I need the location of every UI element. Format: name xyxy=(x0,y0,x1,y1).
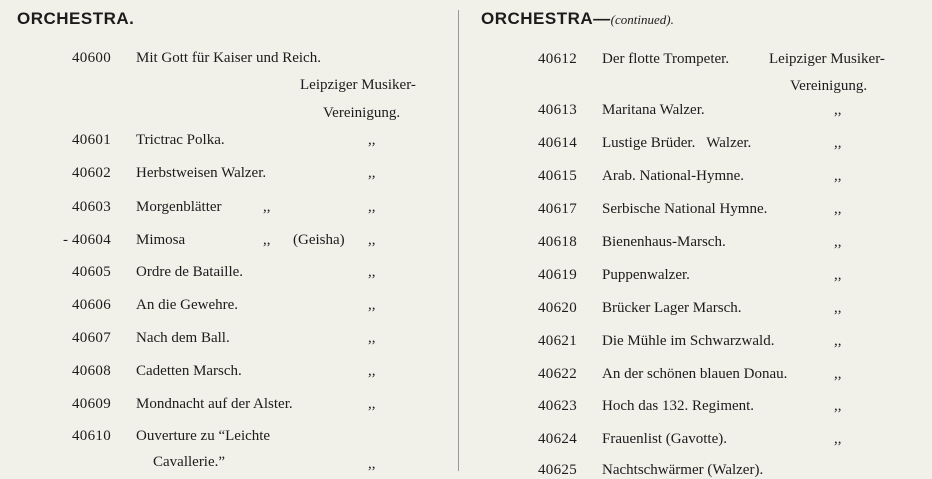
record-number: 40610 xyxy=(72,428,111,444)
record-title: Mimosa xyxy=(136,232,186,248)
ditto-mark: ,, xyxy=(834,135,842,151)
record-performer-cont: Vereinigung. xyxy=(790,78,868,94)
leader-mark: - xyxy=(63,232,68,248)
ditto-mark: ,, xyxy=(368,165,376,181)
inner-ditto-mark: ,, xyxy=(263,232,271,248)
ditto-mark: ,, xyxy=(834,398,842,414)
record-title: Die Mühle im Schwarzwald. xyxy=(602,333,775,349)
ditto-mark: ,, xyxy=(368,199,376,215)
record-title: An die Gewehre. xyxy=(136,297,239,313)
record-number: 40607 xyxy=(72,330,111,346)
record-performer-cont: Vereinigung. xyxy=(323,105,401,121)
record-number: 40603 xyxy=(72,199,111,215)
record-title: Ouverture zu “Leichte xyxy=(136,428,271,444)
ditto-mark: ,, xyxy=(368,363,376,379)
record-number: 40614 xyxy=(538,135,577,151)
ditto-mark: ,, xyxy=(368,297,376,313)
record-title: Herbstweisen Walzer. xyxy=(136,165,267,181)
record-note: (Geisha) xyxy=(293,232,345,248)
record-title: Der flotte Trompeter. xyxy=(602,51,730,67)
record-number: 40617 xyxy=(538,201,577,217)
record-number: 40624 xyxy=(538,431,577,447)
record-number: 40623 xyxy=(538,398,577,414)
ditto-mark: ,, xyxy=(368,396,376,412)
ditto-mark: ,, xyxy=(834,201,842,217)
record-number: 40608 xyxy=(72,363,111,379)
right-heading-continued: (continued). xyxy=(610,12,674,27)
record-title: Hoch das 132. Regiment. xyxy=(602,398,755,414)
record-title: Lustige Brüder. Walzer. xyxy=(602,135,752,151)
ditto-mark: ,, xyxy=(834,168,842,184)
record-title-cont: Cavallerie.” xyxy=(153,454,226,470)
record-number: 40612 xyxy=(538,51,577,67)
record-number: 40605 xyxy=(72,264,111,280)
record-number: 40622 xyxy=(538,366,577,382)
ditto-mark: ,, xyxy=(368,456,376,472)
right-heading-main: ORCHESTRA— xyxy=(481,9,611,28)
column-divider xyxy=(458,10,459,471)
record-title: Serbische National Hymne. xyxy=(602,201,768,217)
record-performer: Leipziger Musiker- xyxy=(769,51,885,67)
record-number: 40625 xyxy=(538,462,577,478)
record-title: Puppenwalzer. xyxy=(602,267,690,283)
right-column-heading xyxy=(481,9,674,29)
record-title: An der schönen blauen Donau. xyxy=(602,366,788,382)
record-title: Maritana Walzer. xyxy=(602,102,705,118)
record-number: 40619 xyxy=(538,267,577,283)
record-title: Bienenhaus-Marsch. xyxy=(602,234,726,250)
record-title: Nachtschwärmer (Walzer). xyxy=(602,462,764,478)
record-number: 40620 xyxy=(538,300,577,316)
record-number: 40615 xyxy=(538,168,577,184)
ditto-mark: ,, xyxy=(368,264,376,280)
record-number: 40618 xyxy=(538,234,577,250)
record-number: 40604 xyxy=(72,232,111,248)
record-number: 40600 xyxy=(72,50,111,66)
ditto-mark: ,, xyxy=(368,232,376,248)
ditto-mark: ,, xyxy=(834,300,842,316)
record-title: Frauenlist (Gavotte). xyxy=(602,431,727,447)
record-number: 40606 xyxy=(72,297,111,313)
record-title: Arab. National-Hymne. xyxy=(602,168,745,184)
record-title: Brücker Lager Marsch. xyxy=(602,300,742,316)
ditto-mark: ,, xyxy=(368,330,376,346)
inner-ditto-mark: ,, xyxy=(263,199,271,215)
ditto-mark: ,, xyxy=(834,102,842,118)
record-number: 40601 xyxy=(72,132,111,148)
record-title: Mit Gott für Kaiser und Reich. xyxy=(136,50,321,66)
record-title: Mondnacht auf der Alster. xyxy=(136,396,293,412)
record-title: Trictrac Polka. xyxy=(136,132,225,148)
ditto-mark: ,, xyxy=(834,333,842,349)
record-number: 40621 xyxy=(538,333,577,349)
ditto-mark: ,, xyxy=(368,132,376,148)
ditto-mark: ,, xyxy=(834,234,842,250)
ditto-mark: ,, xyxy=(834,267,842,283)
record-number: 40602 xyxy=(72,165,111,181)
record-title: Morgenblätter xyxy=(136,199,222,215)
record-number: 40613 xyxy=(538,102,577,118)
ditto-mark: ,, xyxy=(834,431,842,447)
record-title: Cadetten Marsch. xyxy=(136,363,242,379)
left-column-heading: ORCHESTRA. xyxy=(17,9,135,28)
record-title: Nach dem Ball. xyxy=(136,330,230,346)
ditto-mark: ,, xyxy=(834,366,842,382)
record-performer: Leipziger Musiker- xyxy=(300,77,416,93)
record-number: 40609 xyxy=(72,396,111,412)
record-title: Ordre de Bataille. xyxy=(136,264,244,280)
